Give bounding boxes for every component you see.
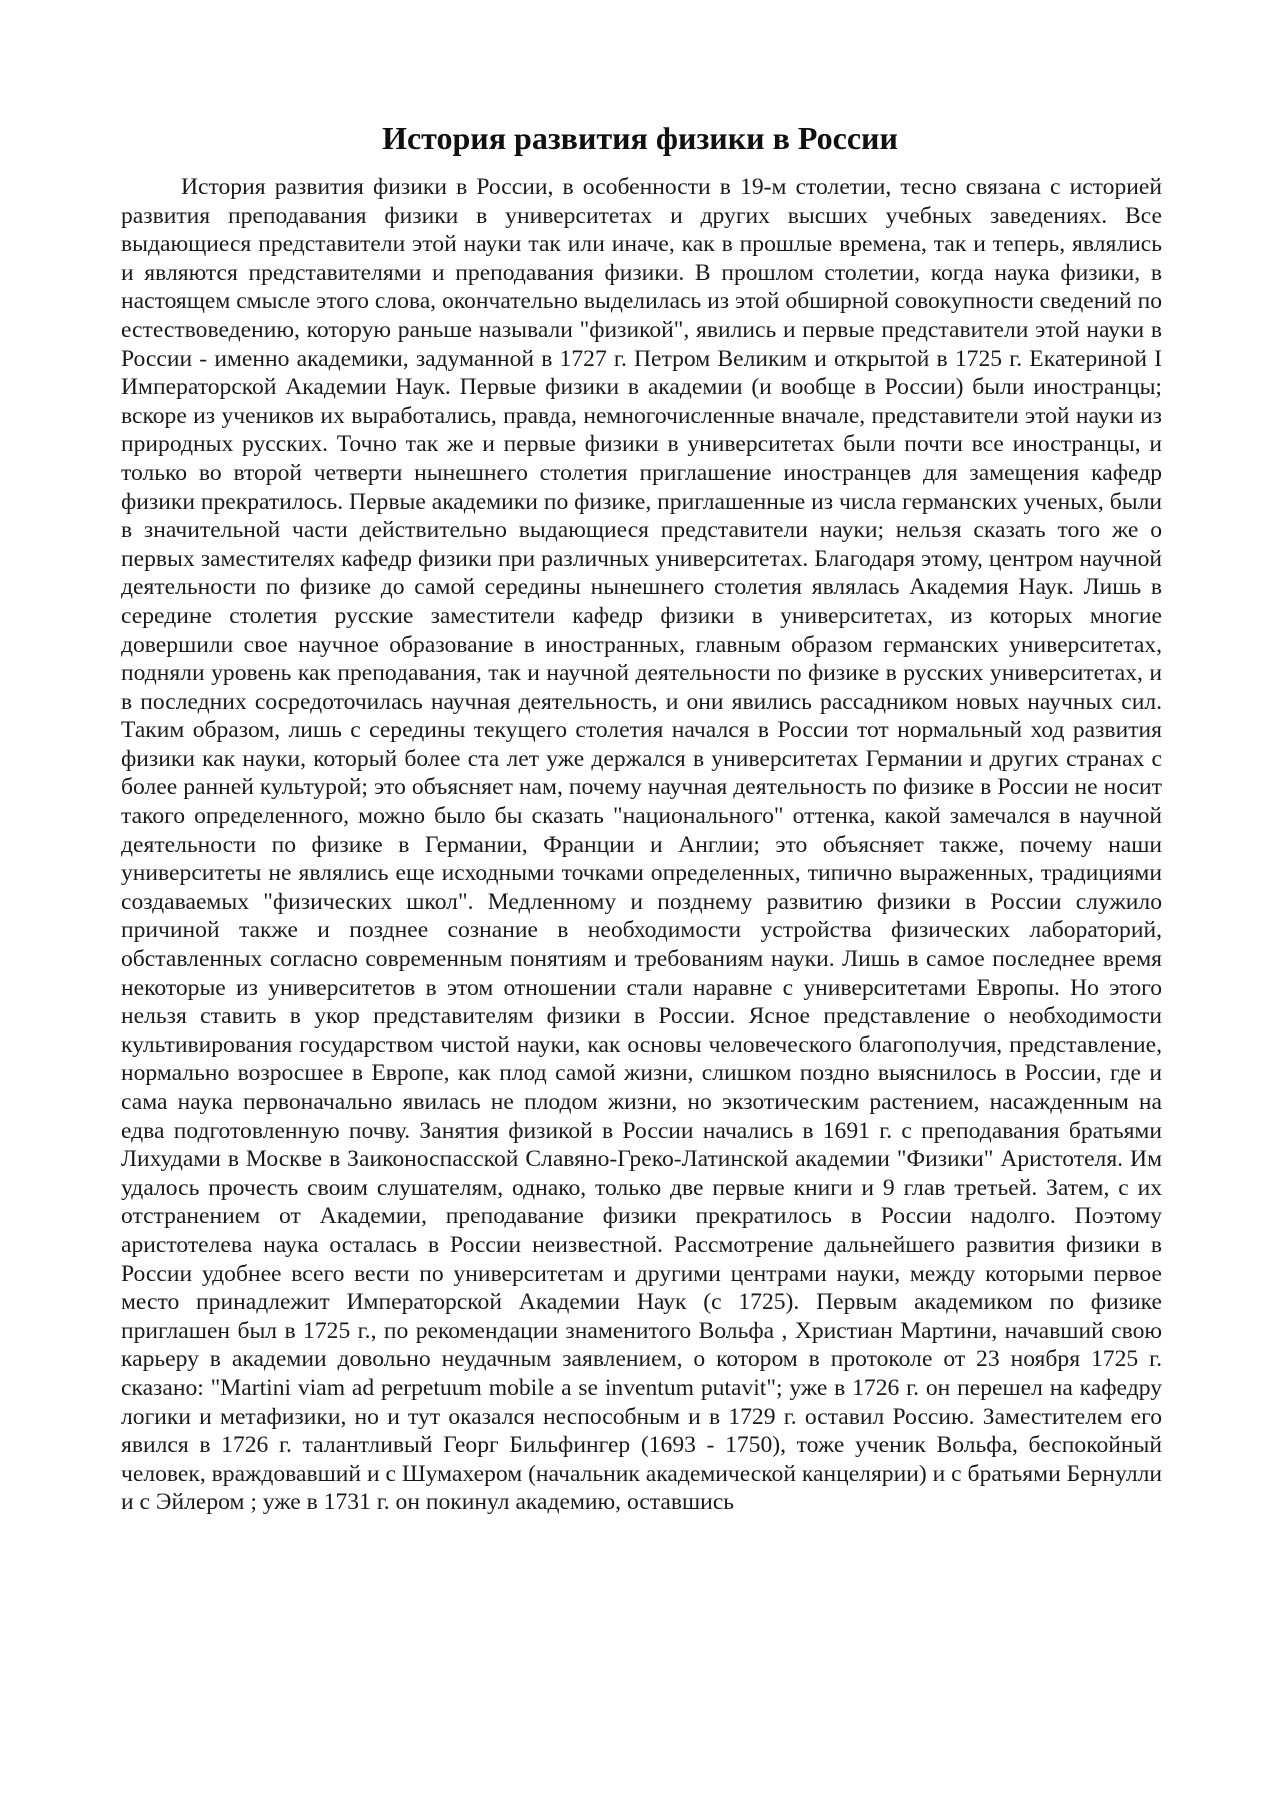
body-paragraph: История развития физики в России, в особенности в 19-м столетии, тесно связана с историей развития преподавания физики в университетах и других высших учебных заведениях. Все выдающиеся представители этой науки так или иначе, как в прошлые времена, так и теперь, являлись и являются представителями и преподавания физики. В прошлом столетии, когда наука физики, в настоящем смысле этого слова, окончательно выделилась из этой обширной совокупности сведений по естествоведению, которую раньше называли "физикой", явились и первые представители этой науки в России - именно академики, задуманной в 1727 г. Петром Великим и открытой в 1725 г. Екатериной I Императорской Академии Наук. Первые физики в академии (и вообще в России) были иностранцы; вскоре из учеников их выработались, правда, немногочисленные вначале, представители этой науки из природных русских. Точно так же и первые физики в университетах были почти все иностранцы, и только во второй четверти нынешнего столетия приглашение иностранцев для замещения кафедр физики прекратилось. Первые академики по физике, приглашенные из числа германских ученых, были в значительной части действительно выдающиеся представители науки; нельзя сказать того же о первых заместителях кафедр физики при различных университетах. Благодаря этому, центром научной деятельности по физике до самой середины нынешнего столетия являлась Академия Наук. Лишь в середине столетия русские заместители кафедр физики в университетах, из которых многие довершили свое научное образование в иностранных, главным образом германских университетах, подняли уровень как преподавания, так и научной деятельности по физике в русских университетах, и в последних сосредоточилась научная деятельность, и они явились рассадником новых научных сил. Таким образом, лишь с середины текущего столетия начался в России тот нормальный ход развития физики как науки, который более ста лет уже держался в университетах Германии и других странах с более ранней культурой; это объясняет нам, почему научная деятельность по физике в России не носит такого определенного, можно было бы сказать "национального" оттенка, какой замечался в научной деятельности по физике в Германии, Франции и Англии; это объясняет также, почему наши университеты не являлись еще исходными точками определенных, типично выраженных, традициями создаваемых "физических школ". Медленному и позднему развитию физики в России служило причиной также и позднее сознание в необходимости устройства физических лабораторий, обставленных согласно современным понятиям и требованиям науки. Лишь в самое последнее время некоторые из университетов в этом отношении стали наравне с университетами Европы. Но этого нельзя ставить в укор представителям физики в России. Ясное представление о необходимости культивирования государством чистой науки, как основы человеческого благополучия, представление, нормально возросшее в Европе, как плод самой жизни, слишком поздно выяснилось в России, где и сама наука первоначально явилась не плодом жизни, но экзотическим растением, насажденным на едва подготовленную почву. Занятия физикой в России начались в 1691 г. с преподавания братьями Лихудами в Москве в Заиконоспасской Славяно-Греко-Латинской академии "Физики" Аристотеля. Им удалось прочесть своим слушателям, однако, только две первые книги и 9 глав третьей. Затем, с их отстранением от Академии, преподавание физики прекратилось в России надолго. Поэтому аристотелева наука осталась в России неизвестной. Рассмотрение дальнейшего развития физики в России удобнее всего вести по университетам и другими центрами науки, между которыми первое место принадлежит Императорской Академии Наук (с 1725). Первым академиком по физике приглашен был в 1725 г., по рекомендации знаменитого Вольфа , Христиан Мартини, начавший свою карьеру в академии довольно неудачным заявлением, о котором в протоколе от 23 ноября 1725 г. сказано: "Martini viam ad perpetuum mobile a se inventum putavit"; уже в 1726 г. он перешел на кафедру логики и метафизики, но и тут оказался неспособным и в 1729 г. оставил Россию. Заместителем его явился в 1726 г. талантливый Георг Бильфингер (1693 - 1750), тоже ученик Вольфа, беспокойный человек, враждовавший и с Шумахером (начальник академической канцелярии) и с братьями Бернулли и с Эйлером ; уже в 1731 г. он покинул академию, оставшись <box>121 174 1162 1516</box>
page-title: История развития физики в России <box>382 120 898 156</box>
